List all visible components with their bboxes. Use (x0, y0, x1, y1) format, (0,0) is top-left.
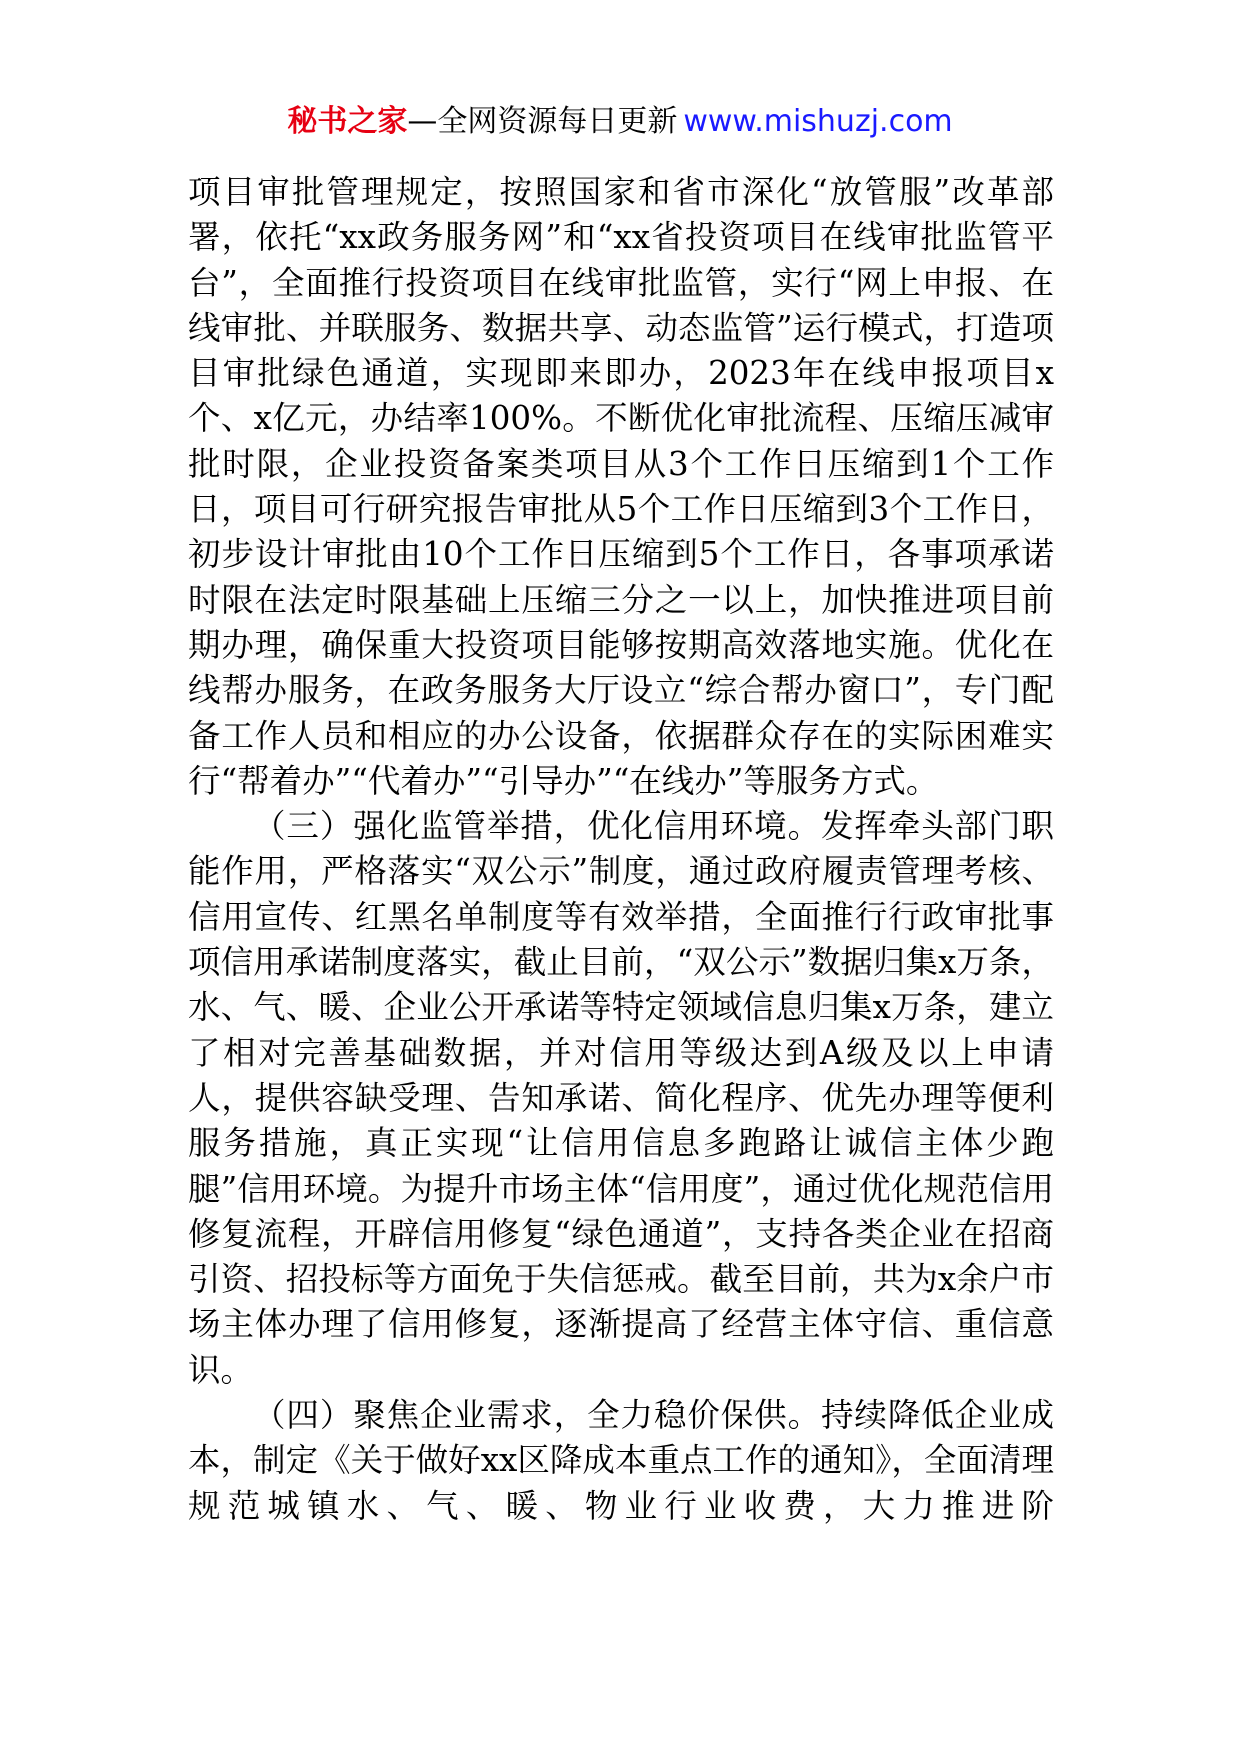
header-slogan: —全网资源每日更新 (407, 104, 678, 139)
site-url-link[interactable]: www.mishuzj.com (683, 104, 953, 139)
document-body (188, 170, 1054, 1529)
paragraph-approval: 项目审批管理规定，按照国家和省市深化“放管服”改革部署，依托“xx政务服务网”和“xx省投资项目在线审批监管平台”，全面推行投资项目在线审批监管，实行“网上申报、在线审批、并联服务、数据共享、动态监管”运行模式，打造项目审批绿色通道，实现即来即办，2023年在线申报项目x个、x亿元，办结率100%。不断优化审批流程、压缩压减审批时限，企业投资备案类项目从3个工作日压缩到1个工作日，项目可行研究报告审批从5个工作日压缩到3个工作日，初步设计审批由10个工作日压缩到5个工作日，各事项承诺时限在法定时限基础上压缩三分之一以上，加快推进项目前期办理，确保重大投资项目能够按期高效落地实施。优化在线帮办服务，在政务服务大厅设立“综合帮办窗口”，专门配备工作人员和相应的办公设备，依据群众存在的实际困难实行“帮着办”“代着办”“引导办”“在线办”等服务方式。 (188, 173, 1054, 800)
paragraph-enterprise-needs: （四）聚焦企业需求，全力稳价保供。持续降低企业成本，制定《关于做好xx区降成本重点工作的通知》，全面清理规范城镇水、气、暖、物业行业收费，大力推进阶 (188, 1396, 1054, 1525)
site-header (0, 100, 1240, 144)
brand-name: 秘书之家 (287, 104, 408, 139)
paragraph-credit-environment: （三）强化监管举措，优化信用环境。发挥牵头部门职能作用，严格落实“双公示”制度，通过政府履责管理考核、信用宣传、红黑名单制度等有效举措，全面推行行政审批事项信用承诺制度落实，截止目前，“双公示”数据归集x万条，水、气、暖、企业公开承诺等特定领域信息归集x万条，建立了相对完善基础数据，并对信用等级达到A级及以上申请人，提供容缺受理、告知承诺、简化程序、优先办理等便利服务措施，真正实现“让信用信息多跑路让诚信主体少跑腿”信用环境。为提升市场主体“信用度”，通过优化规范信用修复流程，开辟信用修复“绿色通道”，支持各类企业在招商引资、招投标等方面免于失信惩戒。截至目前，共为x余户市场主体办理了信用修复，逐渐提高了经营主体守信、重信意识。 (188, 807, 1054, 1389)
